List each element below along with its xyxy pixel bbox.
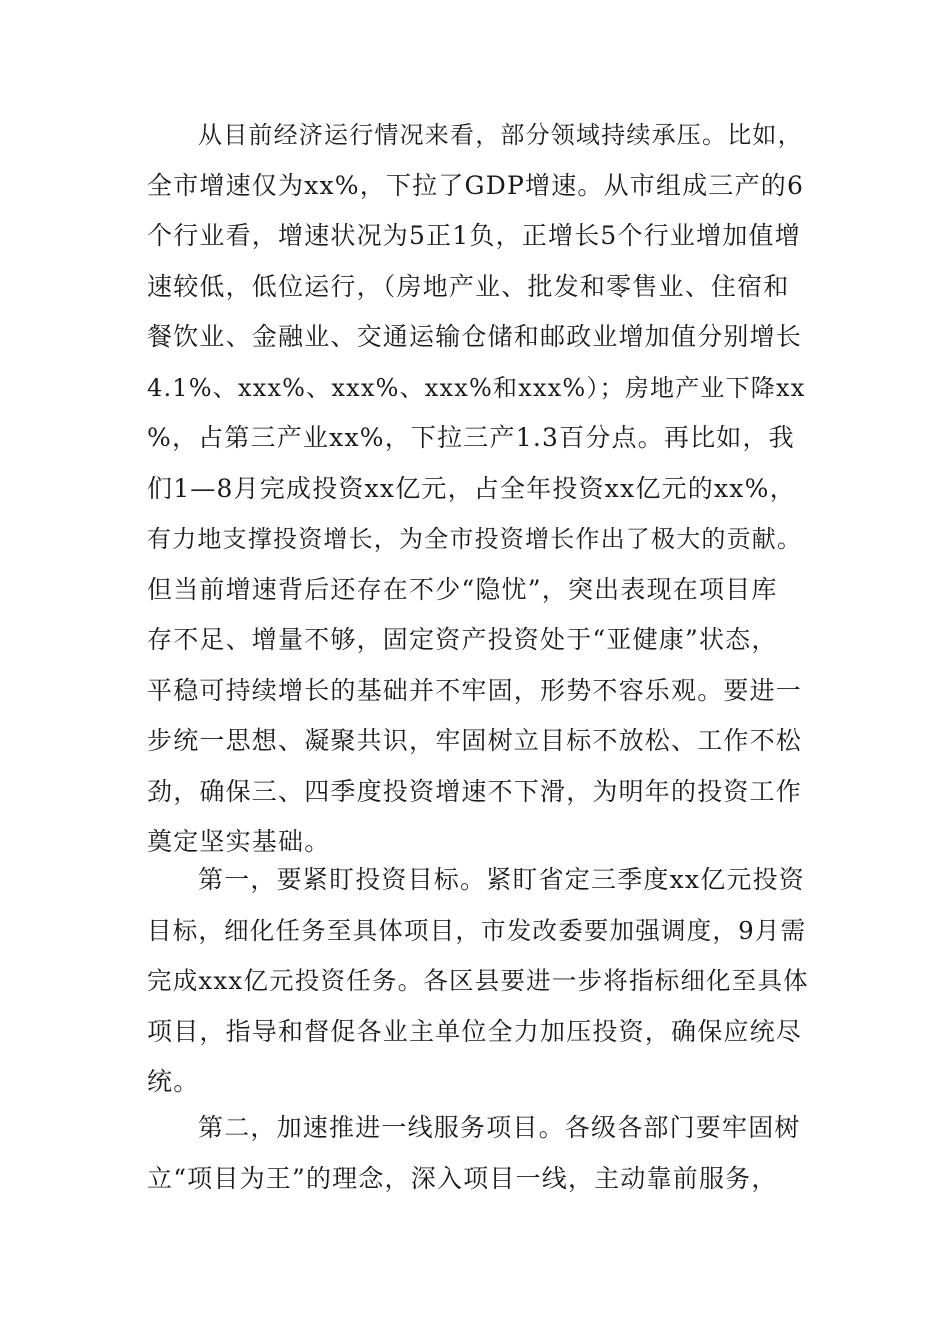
paragraph-line: 餐饮业、金融业、交通运输仓储和邮政业增加值分别增长: [147, 322, 803, 351]
paragraph-line: 个行业看，增速状况为5正1负，正增长5个行业增加值增: [147, 221, 801, 250]
paragraph-line: 项目，指导和督促各业主单位全力加压投资，确保应统尽: [147, 1016, 803, 1046]
paragraph-line: 4.1%、xxx%、xxx%、xxx%和xxx%）；房地产业下降xx: [147, 373, 806, 402]
paragraph-line: 第二，加速推进一线服务项目。各级各部门要牢固树: [198, 1113, 801, 1142]
paragraph-line: 有力地支撑投资增长，为全市投资增长作出了极大的贡献。: [147, 525, 803, 553]
paragraph-line: 全市增速仅为xx%，下拉了GDP增速。从市组成三产的6: [147, 170, 805, 200]
paragraph-line: %，占第三产业xx%，下拉三产1.3百分点。再比如，我: [147, 423, 795, 452]
paragraph-line: 劲，确保三、四季度投资增速不下滑，为明年的投资工作: [147, 776, 803, 806]
paragraph-line: 们1—8月完成投资xx亿元，占全年投资xx亿元的xx%，: [147, 473, 796, 503]
paragraph-line: 立“项目为王”的理念，深入项目一线，主动靠前服务，: [147, 1163, 778, 1193]
paragraph-line: 目标，细化任务至具体项目，市发改委要加强调度，9月需: [147, 915, 807, 945]
paragraph-line: 但当前增速背后还存在不少“隐忧”，突出表现在项目库: [147, 574, 778, 604]
paragraph-line: 步统一思想、凝聚共识，牢固树立目标不放松、工作不松: [147, 726, 803, 755]
paragraph-line: 平稳可持续增长的基础并不牢固，形势不容乐观。要进一: [147, 675, 803, 705]
paragraph-line: 奠定坚实基础。: [147, 827, 331, 856]
paragraph-line: 完成xxx亿元投资任务。各区县要进一步将指标细化至具体: [147, 966, 809, 995]
paragraph-line: 统。: [147, 1067, 200, 1096]
paragraph-line: 存不足、增量不够，固定资产投资处于“亚健康”状态，: [147, 625, 778, 654]
paragraph-line: 从目前经济运行情况来看，部分领域持续承压。比如，: [198, 121, 803, 149]
paragraph-line: 第一，要紧盯投资目标。紧盯省定三季度xx亿元投资: [198, 865, 806, 894]
paragraph-line: 速较低，低位运行，（房地产业、批发和零售业、住宿和: [147, 271, 790, 301]
